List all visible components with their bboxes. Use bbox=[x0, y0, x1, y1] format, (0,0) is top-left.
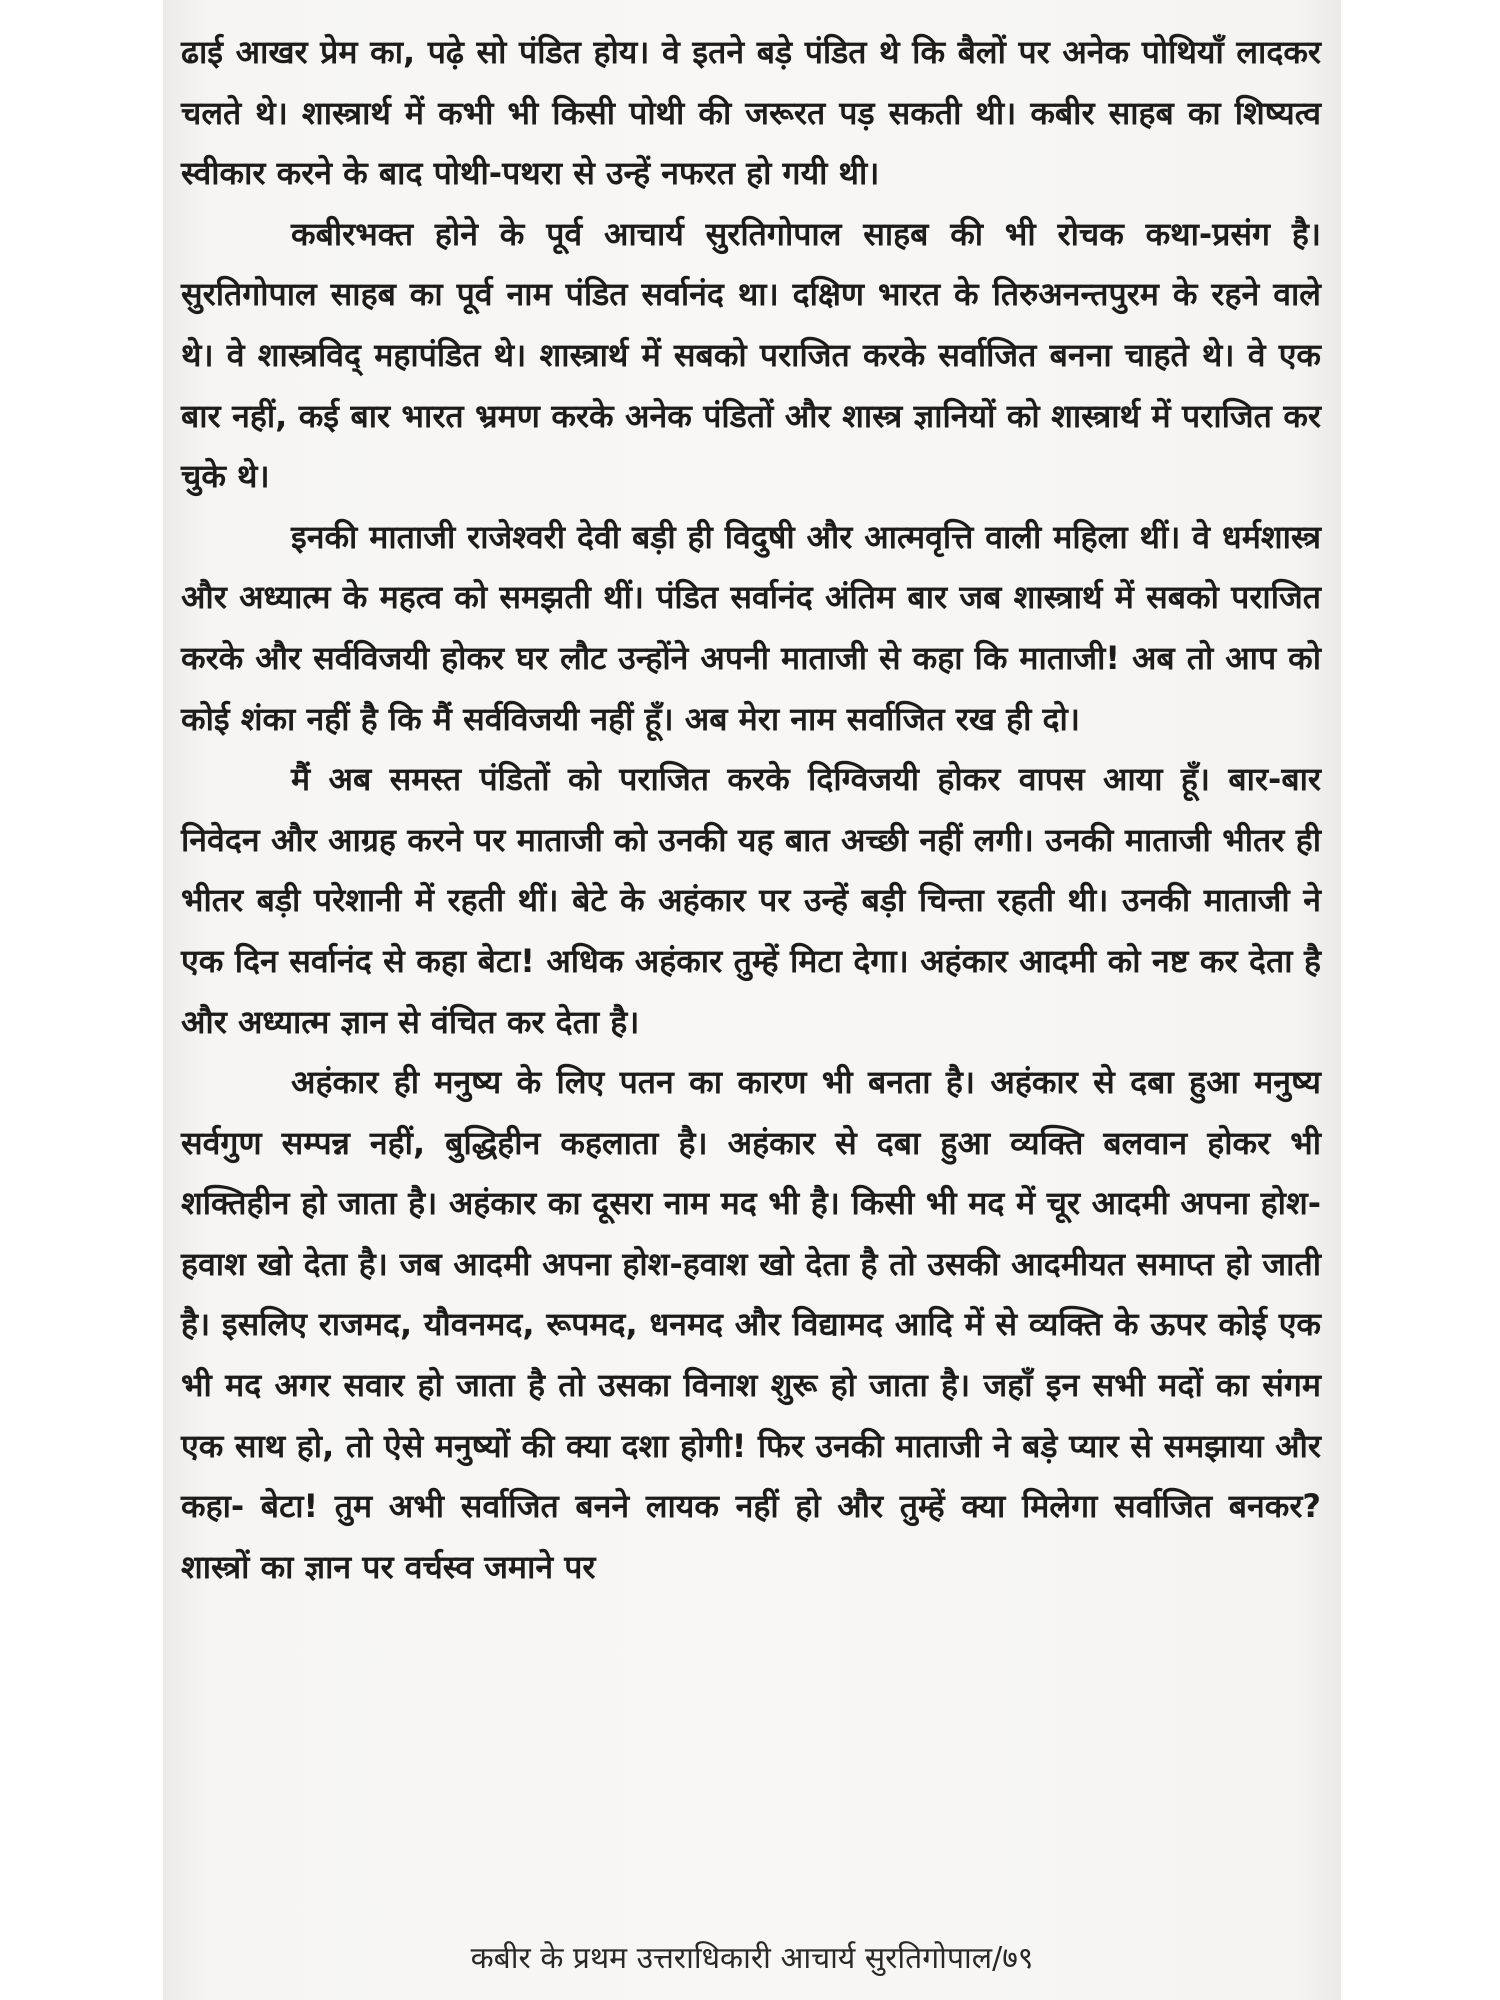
paragraph-2: कबीरभक्त होने के पूर्व आचार्य सुरतिगोपाल साहब की भी रोचक कथा-प्रसंग है। सुरतिगोपाल साहब का पूर्व नाम पंडित सर्वानंद था। दक्षिण भारत के तिरुअनन्तपुरम के रहने वाले थे। वे शास्त्रविद् महापंडित थे। शास्त्रार्थ में सबको पराजित करके सर्वाजित बनना चाहते थे। वे एक बार नहीं, कई बार भारत भ्रमण करके अनेक पंडितों और शास्त्र ज्ञानियों को शास्त्रार्थ में पराजित कर चुके थे। bbox=[181, 214, 1321, 496]
body-text bbox=[181, 22, 1321, 1597]
paragraph-4: मैं अब समस्त पंडितों को पराजित करके दिग्विजयी होकर वापस आया हूँ। बार-बार निवेदन और आग्रह करने पर माताजी को उनकी यह बात अच्छी नहीं लगी। उनकी माताजी भीतर ही भीतर बड़ी परेशानी में रहती थीं। बेटे के अहंकार पर उन्हें बड़ी चिन्ता रहती थी। उनकी माताजी ने एक दिन सर्वानंद से कहा बेटा! अधिक अहंकार तुम्हें मिटा देगा। अहंकार आदमी को नष्ट कर देता है और अध्यात्म ज्ञान से वंचित कर देता है। bbox=[181, 760, 1321, 1041]
book-page bbox=[163, 0, 1341, 2000]
paragraph-3: इनकी माताजी राजेश्वरी देवी बड़ी ही विदुषी और आत्मवृत्ति वाली महिला थीं। वे धर्मशास्त्र और अध्यात्म के महत्व को समझती थीं। पंडित सर्वानंद अंतिम बार जब शास्त्रार्थ में सबको पराजित करके और सर्वविजयी होकर घर लौट उन्होंने अपनी माताजी से कहा कि माताजी! अब तो आप को कोई शंका नहीं है कि मैं सर्वविजयी नहीं हूँ। अब मेरा नाम सर्वाजित रख ही दो। bbox=[181, 517, 1321, 738]
paragraph-1: ढाई आखर प्रेम का, पढ़े सो पंडित होय। वे इतने बड़े पंडित थे कि बैलों पर अनेक पोथियाँ लादकर चलते थे। शास्त्रार्थ में कभी भी किसी पोथी की जरूरत पड़ सकती थी। कबीर साहब का शिष्यत्व स्वीकार करने के बाद पोथी-पथरा से उन्हें नफरत हो गयी थी। bbox=[181, 33, 1321, 193]
paragraph-5: अहंकार ही मनुष्य के लिए पतन का कारण भी बनता है। अहंकार से दबा हुआ मनुष्य सर्वगुण सम्पन्न नहीं, बुद्धिहीन कहलाता है। अहंकार से दबा हुआ व्यक्ति बलवान होकर भी शक्तिहीन हो जाता है। अहंकार का दूसरा नाम मद भी है। किसी भी मद में चूर आदमी अपना होश-हवाश खो देता है। जब आदमी अपना होश-हवाश खो देता है तो उसकी आदमीयत समाप्त हो जाती है। इसलिए राजमद, यौवनमद, रूपमद, धनमद और विद्यामद आदि में से व्यक्ति के ऊपर कोई एक भी मद अगर सवार हो जाता है तो उसका विनाश शुरू हो जाता है। जहाँ इन सभी मदों का संगम एक साथ हो, तो ऐसे मनुष्यों की क्या दशा होगी! फिर उनकी माताजी ने बड़े प्यार से समझाया और कहा- बेटा! तुम अभी सर्वाजित बनने लायक नहीं हो और तुम्हें क्या मिलेगा सर्वाजित बनकर? शास्त्रों का ज्ञान पर वर्चस्व जमाने पर bbox=[181, 1063, 1321, 1586]
page-footer: कबीर के प्रथम उत्तराधिकारी आचार्य सुरतिगोपाल/७९ bbox=[470, 1941, 1034, 1976]
